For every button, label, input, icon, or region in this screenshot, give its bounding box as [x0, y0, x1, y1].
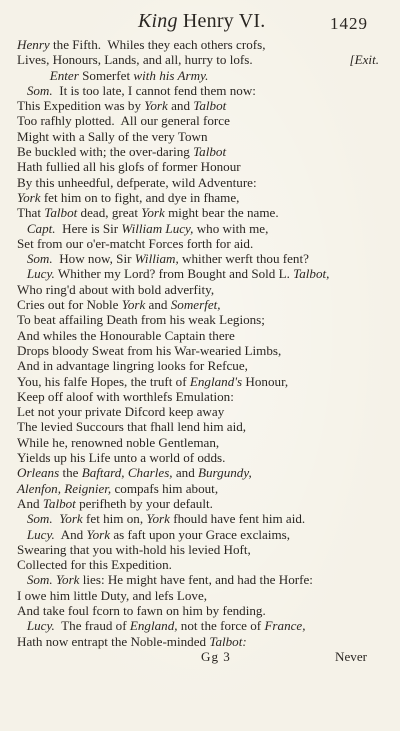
- text-segment: And in advantage lingring looks for Refcue,: [17, 358, 248, 374]
- signature-mark: Gg 3: [201, 648, 231, 664]
- text-segment: Talbot: [44, 205, 78, 221]
- text-segment: Too rafhly plotted. All our general force: [17, 113, 230, 129]
- text-segment: York: [146, 511, 170, 527]
- text-segment: compafs him about,: [111, 480, 219, 496]
- text-line: [17, 465, 385, 480]
- text-segment: Whither my Lord? from Bought and Sold L.: [54, 266, 294, 282]
- text-line: [17, 312, 385, 327]
- text-segment: Might with a Sally of the very Town: [17, 128, 208, 144]
- text-segment: Drops bloody Sweat from his War-wearied Limbs,: [17, 342, 282, 358]
- text-segment: [17, 572, 27, 587]
- text-segment: I owe him little Duty, and lefs Love,: [17, 587, 208, 603]
- text-segment: Som.: [26, 572, 53, 588]
- text-segment: [17, 266, 27, 281]
- text-line: [17, 328, 385, 343]
- text-segment: Som.: [26, 251, 53, 267]
- text-segment: Swearing that you with-hold his levied Hoft,: [17, 541, 251, 557]
- text-line: [17, 83, 385, 98]
- text-segment: Baftard, Charles,: [81, 465, 173, 481]
- text-segment: Let not your private Difcord keep away: [17, 404, 225, 420]
- text-segment: This Expedition was by: [17, 98, 145, 114]
- text-segment: By this unheedful, defperate, wild Adventure:: [17, 174, 257, 190]
- text-segment: That: [17, 205, 45, 221]
- text-line: [17, 588, 385, 603]
- text-segment: Orleans: [17, 465, 60, 481]
- text-segment: [17, 83, 27, 98]
- text-segment: Som.: [26, 82, 53, 98]
- text-segment: [17, 618, 27, 633]
- text-segment: Talbot: [193, 98, 227, 114]
- text-segment: Talbot:: [209, 633, 247, 649]
- text-segment: Here is Sir: [55, 220, 122, 236]
- text-line: [17, 435, 385, 450]
- page-number: 1429: [330, 14, 368, 33]
- text-segment: And whiles the Honourable Captain there: [17, 327, 235, 343]
- text-segment: dead, great: [77, 205, 142, 221]
- running-title-king: King: [138, 10, 178, 32]
- text-segment: Yields up his Life unto a world of odds.: [17, 450, 226, 466]
- text-segment: Collected for this Expedition.: [17, 557, 172, 573]
- text-segment: and: [172, 465, 199, 481]
- text-line: [17, 282, 385, 297]
- text-line: [17, 634, 385, 649]
- text-segment: Capt.: [26, 220, 56, 236]
- text-line: [17, 603, 385, 618]
- text-segment: [17, 527, 27, 542]
- text-segment: Burgundy,: [198, 465, 252, 481]
- text-segment: York: [17, 189, 41, 205]
- text-line: [17, 159, 385, 174]
- text-line: [17, 450, 385, 465]
- text-segment: Som.: [26, 511, 53, 527]
- text-segment: York: [141, 205, 165, 221]
- text-segment: Talbot,: [293, 266, 330, 282]
- text-segment: Hath fullied all his glofs of former Honour: [17, 159, 241, 175]
- text-segment: York: [86, 526, 111, 542]
- text-segment: Set from our o'er-matcht Forces forth for aid.: [17, 235, 254, 251]
- text-segment: The levied Succours that fhall lend him aid,: [17, 419, 247, 435]
- text-line: [17, 618, 385, 633]
- text-line: [17, 557, 385, 572]
- text-segment: England,: [129, 618, 178, 634]
- text-segment: not the force of: [177, 618, 265, 634]
- text-line: [17, 175, 385, 190]
- text-line: [17, 374, 385, 389]
- text-segment: France,: [264, 618, 306, 634]
- text-segment: lies: He might have fent, and had the Horfe:: [79, 572, 313, 588]
- text-segment: who with me,: [193, 220, 269, 236]
- text-line: [17, 419, 385, 434]
- text-line: [17, 251, 385, 266]
- text-segment: The fraud of: [54, 618, 130, 634]
- text-segment: Who ring'd about with bold adverfity,: [17, 281, 215, 297]
- text-segment: England's: [189, 373, 243, 389]
- text-line: [17, 98, 385, 113]
- text-line: [17, 527, 385, 542]
- text-segment: [17, 251, 27, 266]
- text-segment: fhould have fent him aid.: [169, 511, 306, 527]
- text-segment: Alenfon, Reignier,: [17, 480, 112, 496]
- text-segment: Lucy.: [26, 266, 55, 282]
- text-line: [17, 496, 385, 511]
- text-segment: Be buckled with; the over-daring: [17, 144, 194, 160]
- text-line: [17, 511, 385, 526]
- text-segment: fet him on,: [82, 511, 147, 527]
- text-line: [17, 190, 385, 205]
- text-segment: and: [167, 98, 194, 114]
- text-segment: And: [54, 526, 87, 542]
- text-segment: Keep off aloof with worthlefs Emulation:: [17, 388, 234, 404]
- text-segment: [17, 221, 27, 236]
- text-line: [17, 236, 385, 251]
- text-segment: York: [144, 98, 168, 114]
- text-segment: fet him on to fight, and dye in fhame,: [40, 189, 240, 205]
- text-line: [17, 113, 385, 128]
- text-segment: might bear the name.: [164, 205, 279, 221]
- catchword: Never: [335, 648, 367, 664]
- text-line: [17, 68, 385, 83]
- text-segment: perifheth by your default.: [75, 495, 213, 511]
- play-text: [17, 37, 385, 664]
- text-segment: as faft upon your Grace exclaims,: [110, 526, 291, 542]
- running-title: [138, 10, 265, 33]
- stage-direction-exit: [Exit.: [349, 52, 379, 68]
- text-segment: Lives, Honours, Lands, and all, hurry to lofs.: [17, 52, 253, 68]
- text-segment: And take foul fcorn to fawn on him by fending.: [17, 602, 266, 618]
- text-segment: Henry: [17, 37, 50, 52]
- text-line: [17, 572, 385, 587]
- text-segment: Hath now entrapt the Noble-minded: [17, 633, 210, 649]
- text-segment: with his Army.: [133, 67, 209, 83]
- text-segment: William Lucy,: [121, 220, 194, 236]
- text-segment: Honour,: [242, 373, 289, 389]
- text-segment: Lucy.: [26, 526, 55, 542]
- page-header: [0, 10, 400, 38]
- text-segment: and: [145, 297, 171, 313]
- text-segment: York: [59, 511, 83, 527]
- text-line: [17, 144, 385, 159]
- text-line: [17, 343, 385, 358]
- text-segment: York: [121, 297, 146, 313]
- text-segment: How now, Sir: [52, 251, 135, 267]
- text-segment: Cries out for Noble: [17, 297, 122, 313]
- text-segment: You, his falfe Hopes, the truft of: [17, 373, 190, 389]
- text-segment: Lucy.: [26, 618, 55, 634]
- text-line: [17, 221, 385, 236]
- text-segment: Talbot: [193, 144, 227, 160]
- text-line: [17, 266, 385, 281]
- text-line: [17, 389, 385, 404]
- text-line: [17, 542, 385, 557]
- text-segment: the Fifth. Whiles they each others crofs,: [49, 37, 266, 52]
- text-line: [17, 481, 385, 496]
- text-segment: whither werft thou fent?: [178, 251, 309, 267]
- text-line: [17, 205, 385, 220]
- text-segment: the: [59, 465, 82, 481]
- text-line: [17, 129, 385, 144]
- text-segment: William,: [134, 251, 179, 267]
- text-line: [17, 52, 385, 67]
- text-segment: While he, renowned noble Gentleman,: [17, 434, 220, 450]
- text-line: [17, 404, 385, 419]
- text-segment: And: [17, 495, 43, 511]
- text-segment: It is too late, I cannot fend them now:: [52, 82, 256, 98]
- text-segment: Somerfet,: [170, 297, 221, 313]
- text-line: [17, 358, 385, 373]
- text-line: [17, 297, 385, 312]
- running-title-rest: Henry VI.: [177, 10, 266, 32]
- text-segment: To beat affailing Death from his weak Legions;: [17, 312, 265, 328]
- text-segment: York: [55, 572, 80, 588]
- footer-line: [17, 649, 385, 664]
- text-segment: Enter: [17, 67, 83, 83]
- text-segment: Somerfet: [82, 67, 134, 83]
- text-segment: Talbot: [42, 495, 76, 511]
- text-segment: [17, 511, 27, 526]
- text-line: [17, 37, 385, 52]
